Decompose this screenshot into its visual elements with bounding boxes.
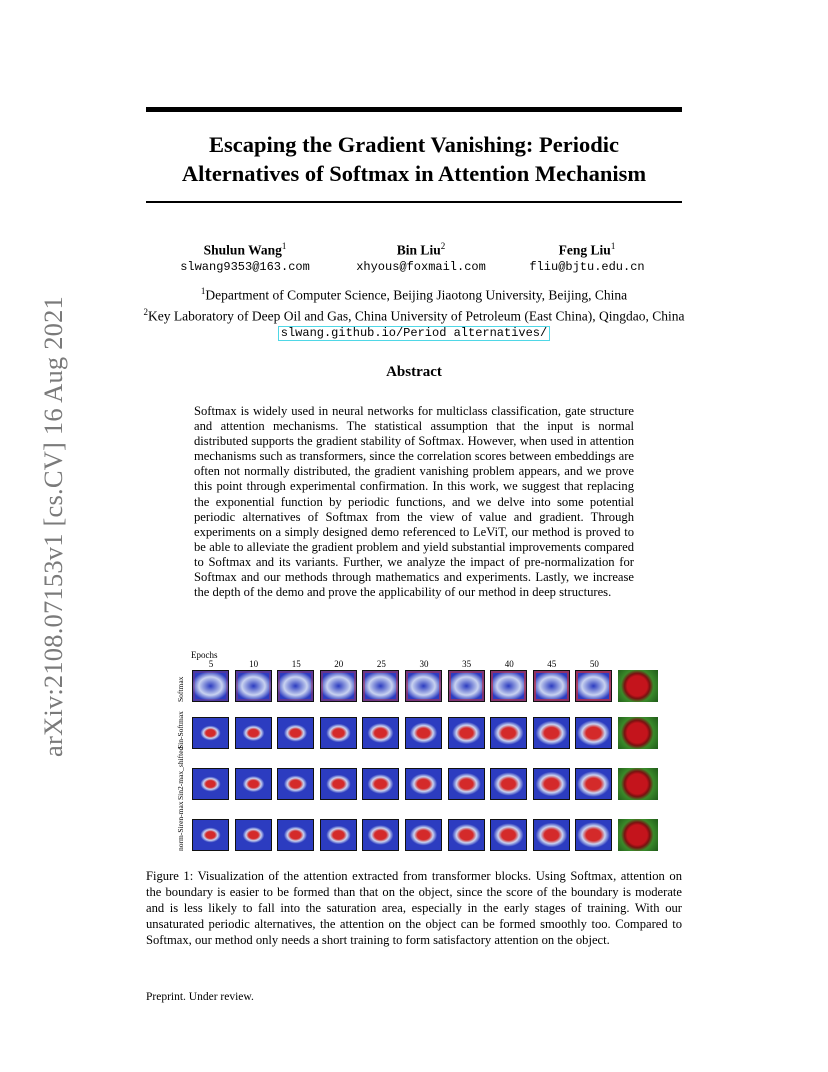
attention-map-tile	[490, 717, 527, 749]
arxiv-stamp: arXiv:2108.07153v1 [cs.CV] 16 Aug 2021	[38, 295, 68, 757]
project-link[interactable]: slwang.github.io/Period alternatives/	[278, 326, 550, 341]
attention-map-tile	[575, 819, 612, 851]
rose-image	[618, 670, 658, 702]
attention-map-tile	[575, 670, 612, 702]
title-top-rule	[146, 107, 682, 112]
author-1	[155, 238, 335, 275]
affiliation-2: Key Laboratory of Deep Oil and Gas, China University of Petroleum (East China), Qingdao, China	[148, 308, 685, 323]
attention-figure	[170, 648, 660, 858]
paper-title	[146, 130, 682, 188]
author-2	[331, 238, 511, 275]
author-3	[497, 238, 677, 275]
attention-map-tile	[405, 670, 442, 702]
title-bottom-rule	[146, 201, 682, 203]
attention-map-tile	[320, 670, 357, 702]
attention-map-tile	[320, 768, 357, 800]
author-affil-sup: 1	[281, 241, 287, 251]
affiliation-1: Department of Computer Science, Beijing Jiaotong University, Beijing, China	[205, 287, 628, 303]
attention-map-tile	[277, 819, 314, 851]
author-name: Feng Liu	[558, 242, 611, 258]
attention-map-tile	[405, 717, 442, 749]
author-email: fliu@bjtu.edu.cn	[529, 259, 645, 274]
rose-image	[618, 717, 658, 749]
attention-map-tile	[448, 717, 485, 749]
author-affil-sup: 2	[440, 241, 446, 251]
author-email: slwang9353@163.com	[180, 259, 310, 274]
author-affil-sup: 1	[610, 241, 616, 251]
attention-map-tile	[490, 768, 527, 800]
affil-sup: 1	[200, 286, 206, 296]
attention-map-tile	[490, 819, 527, 851]
attention-map-tile	[320, 819, 357, 851]
attention-map-tile	[192, 768, 229, 800]
epoch-tick-40: 40	[504, 659, 514, 669]
epoch-tick-25: 25	[376, 659, 386, 669]
epoch-tick-15: 15	[291, 659, 301, 669]
abstract-text: Softmax is widely used in neural networks for multiclass classification, gate structure and attention mechanisms. The statistical assumption that the input is normal distributed supports the gradient stability of Softmax. However, when used in attention mechanisms such as transformers, since the correlation scores between embeddings are often not normally distributed, the gradient vanishing problem appears, and we prove this point through experimental confirmation. In this work, we suggest that replacing the exponential function by periodic functions, and we delve into some potential periodic alternatives of Softmax from the view of value and gradient. Through experiments on a simply designed demo referenced to LeViT, our method is proved to be able to alleviate the gradient problem and yield substantial improvements compared to Softmax and its variants. Further, we analyze the impact of pre-normalization for Softmax and our methods through mathematics and experiments. Lastly, we increase the depth of the demo and prove the applicability of our method in deep structures.	[194, 404, 634, 600]
attention-map-tile	[448, 768, 485, 800]
attention-map-tile	[533, 768, 570, 800]
attention-map-tile	[533, 819, 570, 851]
attention-map-tile	[405, 768, 442, 800]
attention-map-tile	[235, 768, 272, 800]
title-line-1: Escaping the Gradient Vanishing: Periodic	[208, 132, 620, 157]
attention-map-tile	[362, 670, 399, 702]
attention-map-tile	[405, 819, 442, 851]
affil-sup: 2	[143, 306, 148, 317]
rose-image	[618, 768, 658, 800]
epochs-label: Epochs	[191, 650, 218, 660]
epoch-tick-30: 30	[419, 659, 429, 669]
row-label-0: Softmax	[176, 676, 185, 702]
attention-map-tile	[192, 717, 229, 749]
attention-map-tile	[277, 670, 314, 702]
author-name: Bin Liu	[396, 242, 441, 258]
attention-map-tile	[575, 768, 612, 800]
title-line-2: Alternatives of Softmax in Attention Mechanism	[181, 161, 647, 186]
preprint-footer: Preprint. Under review.	[146, 991, 254, 1003]
attention-map-tile	[533, 717, 570, 749]
row-label-2: Sin2-max_shifted	[176, 746, 185, 800]
attention-map-tile	[235, 819, 272, 851]
attention-map-tile	[235, 717, 272, 749]
abstract-heading: Abstract	[386, 364, 442, 380]
attention-map-tile	[277, 717, 314, 749]
author-name: Shulun Wang	[203, 242, 282, 258]
attention-map-tile	[448, 819, 485, 851]
author-email: xhyous@foxmail.com	[356, 259, 486, 274]
affiliations	[120, 283, 708, 341]
epoch-tick-10: 10	[249, 659, 259, 669]
epoch-tick-35: 35	[462, 659, 472, 669]
row-label-1: Sin-Softmax	[176, 711, 185, 749]
attention-map-tile	[362, 717, 399, 749]
epoch-tick-20: 20	[334, 659, 344, 669]
attention-map-tile	[490, 670, 527, 702]
epoch-tick-45: 45	[547, 659, 557, 669]
rose-image	[618, 819, 658, 851]
attention-map-tile	[533, 670, 570, 702]
attention-map-tile	[362, 768, 399, 800]
attention-map-tile	[362, 819, 399, 851]
attention-map-tile	[320, 717, 357, 749]
attention-map-tile	[277, 768, 314, 800]
epoch-tick-50: 50	[589, 659, 599, 669]
epoch-tick-5: 5	[208, 659, 214, 669]
attention-map-tile	[192, 670, 229, 702]
attention-map-tile	[192, 819, 229, 851]
attention-map-tile	[575, 717, 612, 749]
row-label-3: norm-Siren-max	[176, 801, 185, 851]
attention-map-tile	[448, 670, 485, 702]
figure-caption: Figure 1: Visualization of the attention extracted from transformer blocks. Using Softmax, attention on the boundary is easier to be formed than that on the object, since the score of the boundary is moderate and is less likely to fall into the saturation area, especially in the early stages of training. With our unsaturated periodic alternatives, the attention on the object can be formed smoothly too. Compared to Softmax, our method only needs a short training to form satisfactory attention on the object.	[146, 869, 682, 947]
attention-map-tile	[235, 670, 272, 702]
